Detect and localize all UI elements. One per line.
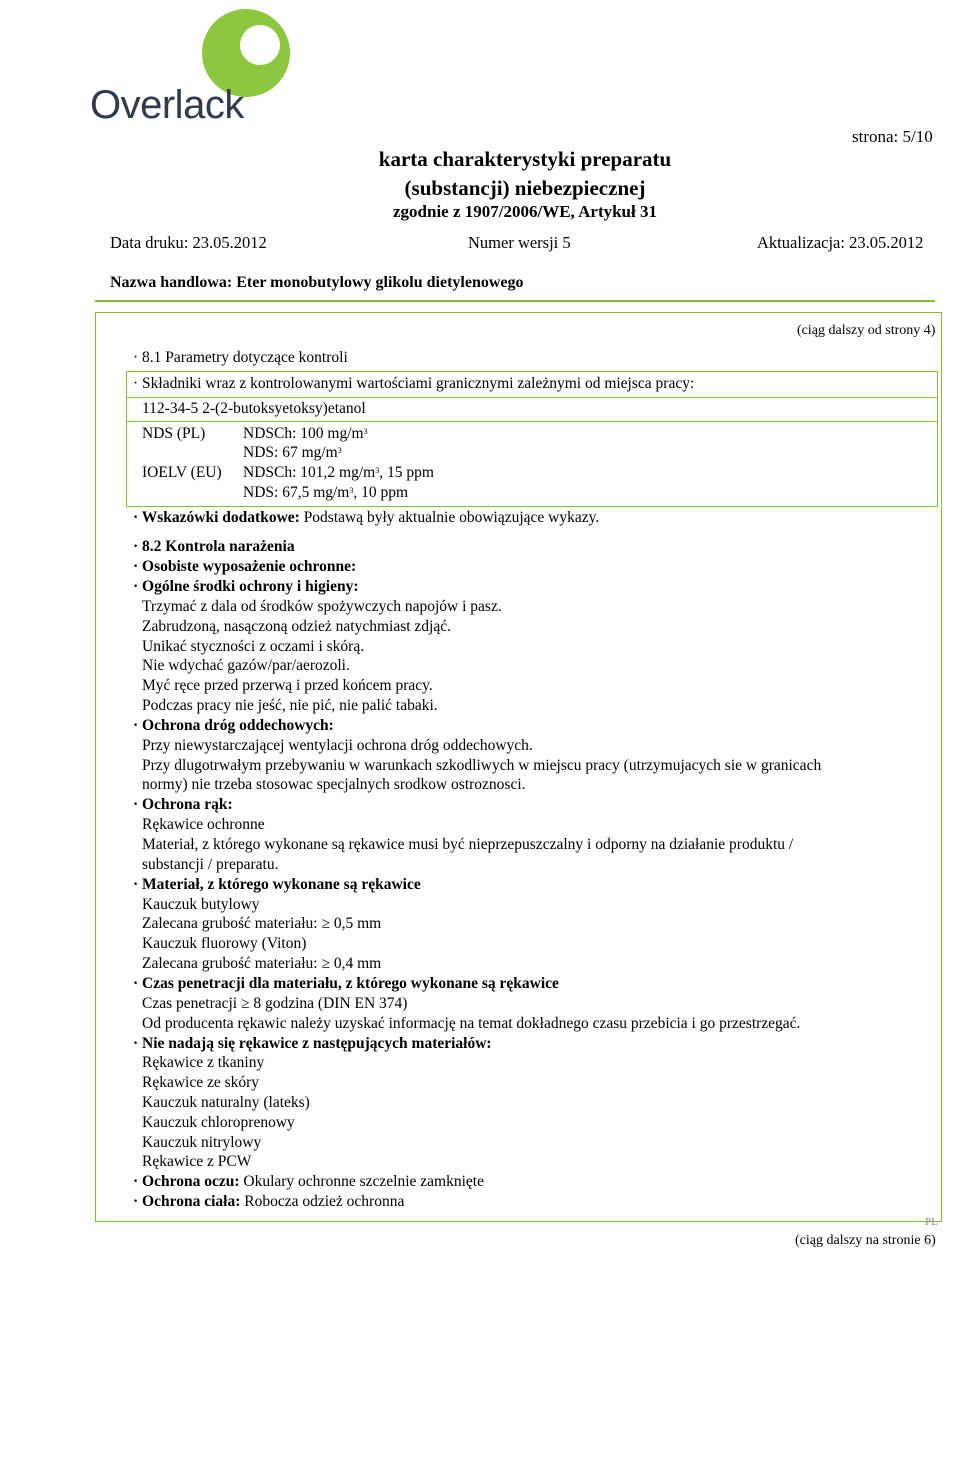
unsuitable-heading: · Nie nadają się rękawice z następujących materiałów: [133,1035,492,1052]
nds-value-1-text: NDSCh: 100 mg/m [243,425,364,442]
unit-exponent: 3 [375,466,380,475]
general-item: Podczas pracy nie jeść, nie pić, nie palić tabaki. [142,697,438,714]
ioelv-value-1-ppm: , 15 ppm [379,464,434,481]
unit-exponent: 3 [337,446,342,455]
eye-protection-text: Okulary ochronne szczelnie zamknięte [239,1173,484,1190]
penetration-text-1: Czas penetracji ≥ 8 godzina (DIN EN 374) [142,995,408,1012]
general-item: Nie wdychać gazów/par/aerozoli. [142,657,350,674]
nds-value-2 [243,443,342,462]
ioelv-value-2-ppm: , 10 ppm [353,484,409,501]
ppe-heading: · Osobiste wyposażenie ochronne: [133,558,357,575]
general-hygiene-heading: · Ogólne środki ochrony i higieny: [133,578,359,595]
unit-exponent: 3 [363,427,368,436]
glove-material-4: Zalecana grubość materiału: ≥ 0,4 mm [142,955,382,972]
page-number: strona: 5/10 [852,127,933,146]
additional-notes-label: · Wskazówki dodatkowe: [133,509,300,526]
trade-name: Nazwa handlowa: Eter monobutylowy glikolu dietylenowego [110,274,524,291]
limit-box-divider-2 [126,421,937,422]
general-item: Zabrudzoną, nasączoną odzież natychmiast zdjąć. [142,618,451,635]
unsuitable-item: Kauczuk nitrylowy [142,1134,262,1151]
body-protection-label: · Ochrona ciała: [133,1193,241,1210]
additional-notes [133,508,599,527]
nds-value-1 [243,424,368,443]
doc-title-line2: (substancji) niebezpiecznej [404,176,646,200]
doc-title-line1: karta charakterystyki preparatu [378,147,672,171]
unsuitable-item: Kauczuk chloroprenowy [142,1114,295,1131]
ioelv-value-1-text: NDSCh: 101,2 mg/m [243,464,376,481]
glove-material-2: Zalecana grubość materiału: ≥ 0,5 mm [142,915,382,932]
respiratory-text-2b: normy) nie trzeba stosowac specjalnych srodkow ostroznosci. [142,776,526,793]
respiratory-heading: · Ochrona dróg oddechowych: [133,717,334,734]
unsuitable-item: Rękawice z tkaniny [142,1054,265,1071]
logo-text: Overlack [90,83,244,127]
version-number: Numer wersji 5 [468,233,571,252]
continued-on: (ciąg dalszy na stronie 6) [795,1233,936,1248]
ioelv-value-2 [243,483,408,502]
print-date: Data druku: 23.05.2012 [110,233,267,252]
language-code: PL [925,1216,938,1228]
ioelv-value-1 [243,463,434,482]
eye-protection [133,1172,484,1191]
unit-exponent: 3 [349,486,354,495]
limit-box-divider [126,397,937,398]
hand-text-1: Rękawice ochronne [142,816,265,833]
body-protection [133,1192,404,1211]
glove-material-heading: · Materiał, z którego wykonane są rękawice [133,876,421,893]
unsuitable-item: Rękawice ze skóry [142,1074,260,1091]
penetration-text-2: Od producenta rękawic należy uzyskać informację na temat dokładnego czasu przebicia i go przestrzegać. [142,1015,801,1032]
hand-heading: · Ochrona rąk: [133,796,233,813]
body-protection-text: Robocza odzież ochronna [240,1193,405,1210]
general-item: Myć ręce przed przerwą i przed końcem pracy. [142,677,433,694]
components-heading: · Składniki wraz z kontrolowanymi wartościami granicznymi zależnymi od miejsca pracy: [133,375,695,392]
hand-text-2a: Materiał, z którego wykonane są rękawice musi być nieprzepuszczalny i odporny na działanie produktu / [142,836,794,853]
section-8-1-title: · 8.1 Parametry dotyczące kontroli [133,349,348,366]
unsuitable-item: Rękawice z PCW [142,1153,252,1170]
section-8-2-title: · 8.2 Kontrola narażenia [133,538,295,555]
eye-protection-label: · Ochrona oczu: [133,1173,240,1190]
respiratory-text-1: Przy niewystarczającej wentylacji ochrona dróg oddechowych. [142,737,533,754]
general-item: Trzymać z dala od środków spożywczych napojów i pasz. [142,598,502,615]
nds-label: NDS (PL) [142,425,206,442]
continued-from: (ciąg dalszy od strony 4) [797,323,936,338]
logo [90,5,290,125]
glove-material-3: Kauczuk fluorowy (Viton) [142,935,307,952]
hand-text-2b: substancji / preparatu. [142,856,279,873]
header-divider [95,300,935,302]
ioelv-value-2-text: NDS: 67,5 mg/m [243,484,350,501]
penetration-heading: · Czas penetracji dla materiału, z którego wykonane są rękawice [133,975,559,992]
glove-material-1: Kauczuk butylowy [142,896,260,913]
doc-title-line3: zgodnie z 1907/2006/WE, Artykuł 31 [393,202,657,221]
nds-value-2-text: NDS: 67 mg/m [243,444,338,461]
additional-notes-text: Podstawą były aktualnie obowiązujące wykazy. [299,509,600,526]
update-date: Aktualizacja: 23.05.2012 [757,233,924,252]
ioelv-label: IOELV (EU) [142,464,222,481]
general-item: Unikać styczności z oczami i skórą. [142,638,365,655]
respiratory-text-2a: Przy dlugotrwałym przebywaniu w warunkach szkodliwych w miejscu pracy (utrzymujacych sie w granicach [142,757,822,774]
substance-name: 112-34-5 2-(2-butoksyetoksy)etanol [142,400,366,417]
unsuitable-item: Kauczuk naturalny (lateks) [142,1094,310,1111]
